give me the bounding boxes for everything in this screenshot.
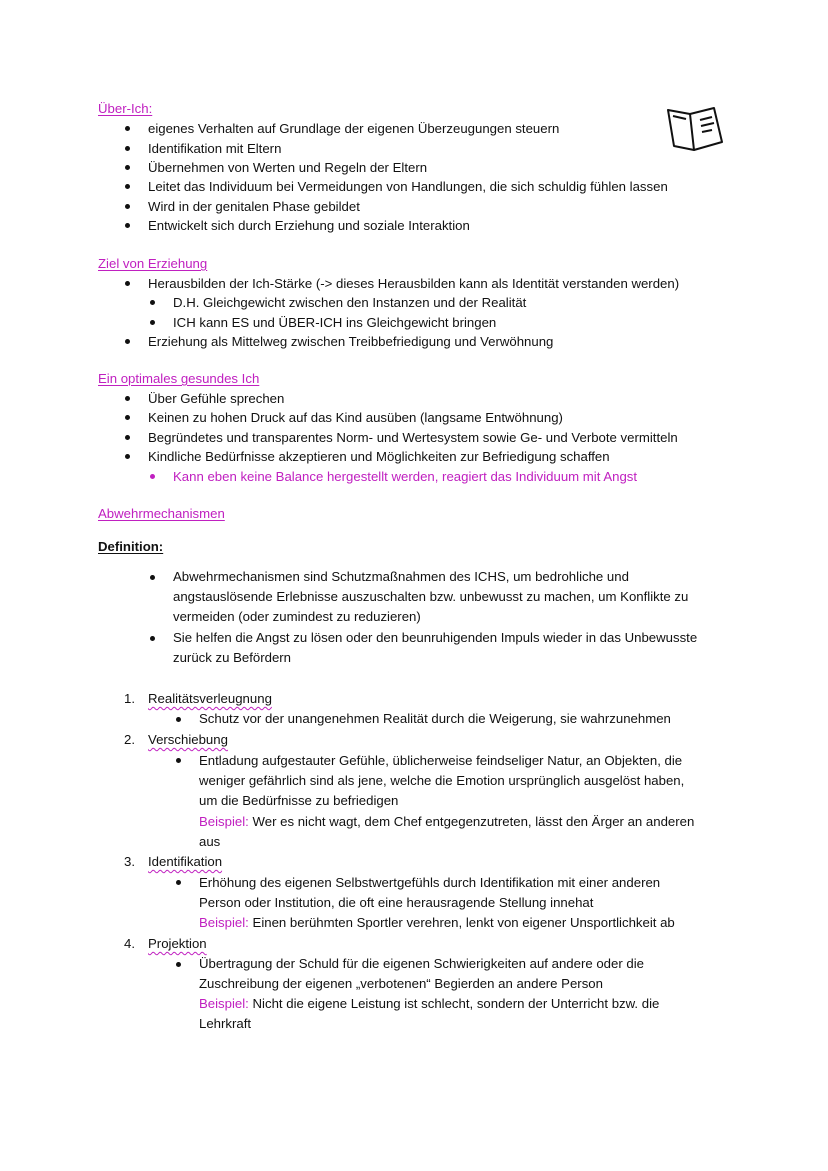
beispiel-label: Beispiel: [199, 996, 249, 1011]
optimal-item: Über Gefühle sprechen [148, 391, 285, 406]
bullet-dot [150, 320, 155, 325]
mechanism-text-line: Übertragung der Schuld für die eigenen Schwierigkeiten auf andere oder die [199, 956, 645, 971]
optimal-item: Kindliche Bedürfnisse akzeptieren und Möglichkeiten zur Befriedigung schaffen [148, 449, 610, 464]
ueber-ich-item: Identifikation mit Eltern [148, 141, 282, 156]
bullet-dot [125, 165, 130, 170]
bullet-dot [125, 184, 130, 189]
bullet-dot [125, 454, 130, 459]
example-text: Einen berühmten Sportler verehren, lenkt von eigener Unsportlichkeit ab [248, 915, 675, 930]
mechanism-title: Projektion [148, 936, 207, 951]
mechanism-title: Realitätsverleugnung [148, 691, 272, 706]
mechanism-text-line: Erhöhung des eigenen Selbstwertgefühls durch Identifikation mit einer anderen [199, 875, 661, 890]
bullet-dot [125, 281, 130, 286]
bullet-dot [150, 300, 155, 305]
bullet-dot [125, 126, 130, 131]
section-heading-abwehr: Abwehrmechanismen [98, 506, 225, 521]
example-line [199, 913, 675, 933]
list-number: 2. [124, 732, 135, 747]
definition-text-line: zurück zu Befördern [173, 650, 292, 665]
list-number: 4. [124, 936, 135, 951]
section-heading-ueber-ich: Über-Ich: [98, 101, 153, 116]
ueber-ich-item: Übernehmen von Werten und Regeln der Eltern [148, 160, 428, 175]
bullet-dot [125, 146, 130, 151]
ziel-sub-item: ICH kann ES und ÜBER-ICH ins Gleichgewicht bringen [173, 315, 497, 330]
optimal-item: Keinen zu hohen Druck auf das Kind ausüben (langsame Entwöhnung) [148, 410, 563, 425]
beispiel-label: Beispiel: [199, 915, 249, 930]
mechanism-text-line: Zuschreibung der eigenen „verbotenen“ Begierden an andere Person [199, 976, 603, 991]
bullet-dot [125, 223, 130, 228]
example-line [199, 812, 694, 832]
definition-text-line: Sie helfen die Angst zu lösen oder den beunruhigenden Impuls wieder in das Unbewusste [173, 630, 698, 645]
bullet-dot [125, 415, 130, 420]
mechanism-title: Verschiebung [148, 732, 228, 747]
ueber-ich-item: Entwickelt sich durch Erziehung und soziale Interaktion [148, 218, 470, 233]
bullet-dot [150, 575, 155, 580]
ueber-ich-item: Leitet das Individuum bei Vermeidungen von Handlungen, die sich schuldig fühlen lassen [148, 179, 668, 194]
bullet-dot [125, 435, 130, 440]
mechanism-title: Identifikation [148, 854, 223, 869]
bullet-dot [125, 339, 130, 344]
definition-label: Definition: [98, 539, 164, 554]
example-text: Wer es nicht wagt, dem Chef entgegenzutreten, lässt den Ärger an anderen [248, 814, 695, 829]
example-continuation: Lehrkraft [199, 1016, 252, 1031]
bullet-dot [176, 880, 181, 885]
example-text: Nicht die eigene Leistung ist schlecht, sondern der Unterricht bzw. die [248, 996, 660, 1011]
section-heading-optimal: Ein optimales gesundes Ich [98, 371, 260, 386]
example-continuation: aus [199, 834, 221, 849]
bullet-dot [176, 758, 181, 763]
ueber-ich-item: Wird in der genitalen Phase gebildet [148, 199, 360, 214]
optimal-item: Begründetes und transparentes Norm- und Wertesystem sowie Ge- und Verbote vermitteln [148, 430, 678, 445]
ziel-item: Herausbilden der Ich-Stärke (-> dieses Herausbilden kann als Identität verstanden werden) [148, 276, 680, 291]
definition-text-line: vermeiden (oder zumindest zu reduzieren) [173, 609, 421, 624]
bullet-dot [125, 204, 130, 209]
beispiel-label: Beispiel: [199, 814, 249, 829]
bullet-dot [176, 962, 181, 967]
mechanism-text-line: Schutz vor der unangenehmen Realität durch die Weigerung, sie wahrzunehmen [199, 711, 671, 726]
mechanism-text-line: um die Bedürfnisse zu befriedigen [199, 793, 399, 808]
bullet-dot [150, 474, 155, 479]
mechanism-text-line: Entladung aufgestauter Gefühle, üblicherweise feindseliger Natur, an Objekten, die [199, 753, 683, 768]
bullet-dot [150, 636, 155, 641]
example-line [199, 994, 659, 1014]
list-number: 3. [124, 854, 135, 869]
ziel-item: Erziehung als Mittelweg zwischen Treibbefriedigung und Verwöhnung [148, 334, 554, 349]
mechanism-text-line: Person oder Institution, die oft eine herausragende Stellung innehat [199, 895, 594, 910]
mechanism-text-line: weniger gefährlich sind als jene, welche die Emotion ursprünglich ausgelöst haben, [199, 773, 685, 788]
definition-text-line: angstauslösende Erlebnisse auszuschalten bzw. unbewusst zu machen, um Konflikte zu [173, 589, 689, 604]
ueber-ich-item: eigenes Verhalten auf Grundlage der eigenen Überzeugungen steuern [148, 121, 560, 136]
bullet-dot [125, 396, 130, 401]
open-book-icon [664, 104, 724, 156]
definition-text-line: Abwehrmechanismen sind Schutzmaßnahmen des ICHS, um bedrohliche und [173, 569, 629, 584]
bullet-dot [176, 717, 181, 722]
ziel-sub-item: D.H. Gleichgewicht zwischen den Instanzen und der Realität [173, 295, 527, 310]
section-heading-ziel: Ziel von Erziehung [98, 256, 208, 271]
list-number: 1. [124, 691, 135, 706]
optimal-sub-item: Kann eben keine Balance hergestellt werden, reagiert das Individuum mit Angst [173, 469, 638, 484]
